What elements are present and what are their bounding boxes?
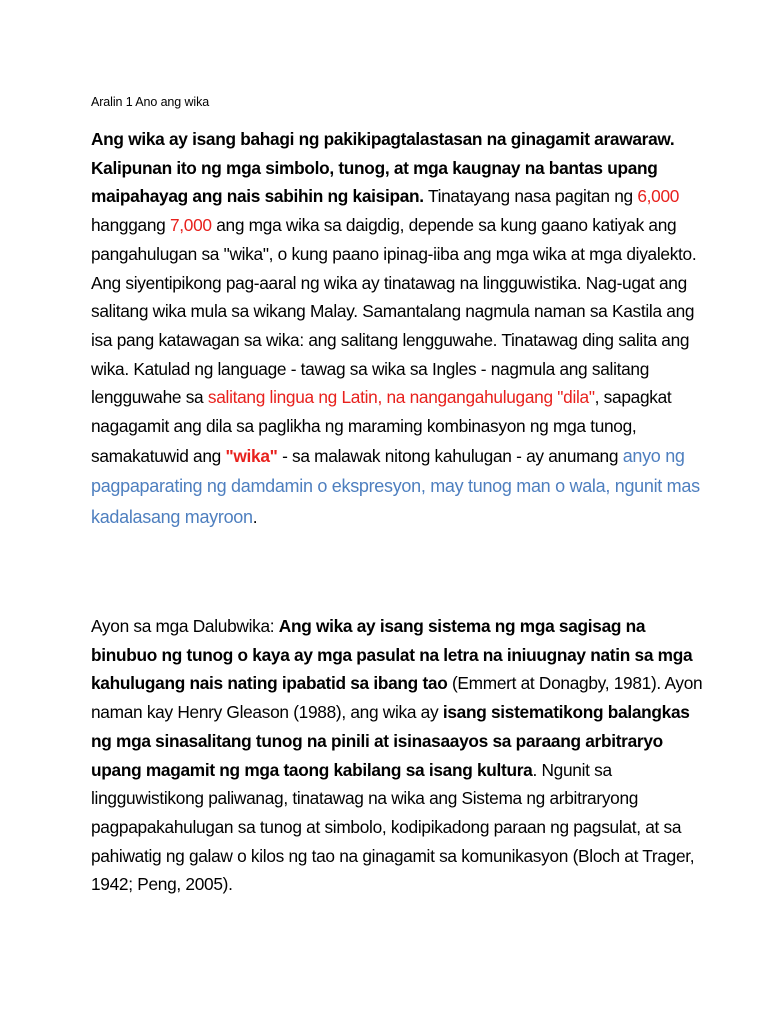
text-segment: ang mga wika sa daigdig, depende sa kung gaano katiyak ang pangahulugan sa "wika", o kung paano ipinag-iiba ang mga wika at mga diyalekto. Ang siyentipikong pag-aaral ng wika ay tinatawag na lingguwistika. Nag-ugat ang salitang wika mula sa wikang Malay. Samantalang nagmula naman sa Kastila ang isa pang katawagan sa wika: ang salitang lengguwahe. Tinatawag ding salita ang wika. Katulad ng language - tawag sa wika sa Ingles - nagmula ang salitang lengguwahe sa	[91, 215, 697, 408]
highlight-broad-meaning: anyo ng pagpaparating ng damdamin o ekspresyon, may tunog man o wala, ngunit mas kadalasang mayroon	[91, 445, 700, 527]
highlight-number-7000: 7,000	[170, 215, 212, 236]
bold-gleason-definition: isang sistematikong balangkas ng mga sinasalitang tunog na pinili at isinasaayos sa paraang arbitraryo upang magamit ng mga taong kabilang sa isang kultura	[91, 702, 690, 780]
bold-definition: Ang wika ay isang bahagi ng pakikipagtalastasan na ginagamit arawaraw. Kalipunan ito ng mga simbolo, tunog, at mga kaugnay na bantas upang maipahayag ang nais sabihin ng kaisipan.	[91, 129, 675, 207]
bold-emmert-definition: Ang wika ay isang sistema ng mga sagisag na binubuo ng tunog o kaya ay mga pasulat na letra na iniuugnay natin sa mga kahulugang nais nating ipabatid sa ibang tao	[91, 616, 693, 694]
highlight-number-6000: 6,000	[637, 186, 680, 207]
lesson-heading: Aralin 1 Ano ang wika	[91, 95, 210, 109]
text-segment: .	[252, 506, 258, 527]
text-segment: - sa malawak nitong kahulugan - ay anumang	[277, 445, 623, 466]
text-segment: Ayon sa mga Dalubwika:	[91, 616, 279, 636]
paragraph-definition	[91, 125, 711, 532]
paragraph-experts	[91, 612, 711, 899]
highlight-wika: "wika"	[225, 445, 278, 466]
text-segment: (Emmert at Donagby, 1981). Ayon naman kay Henry Gleason (1988), ang wika ay	[91, 673, 703, 723]
text-segment: Tinatayang nasa pagitan ng	[423, 186, 638, 207]
highlight-latin-origin: salitang lingua ng Latin, na nangangahulugang "dila"	[207, 387, 595, 408]
text-segment: . Ngunit sa lingguwistikong paliwanag, tinatawag na wika ang Sistema ng arbitraryong pagpapakahulugan sa tunog at simbolo, kodipikadong paraan ng pagsulat, at sa pahiwatig ng galaw o kilos ng tao na ginagamit sa komunikasyon (Bloch at Trager, 1942; Peng, 2005).	[91, 759, 695, 895]
text-segment: hanggang	[91, 215, 170, 236]
text-segment: , sapagkat nagagamit ang dila sa paglikha ng maraming kombinasyon ng mga tunog, samakatuwid ang	[91, 387, 672, 466]
